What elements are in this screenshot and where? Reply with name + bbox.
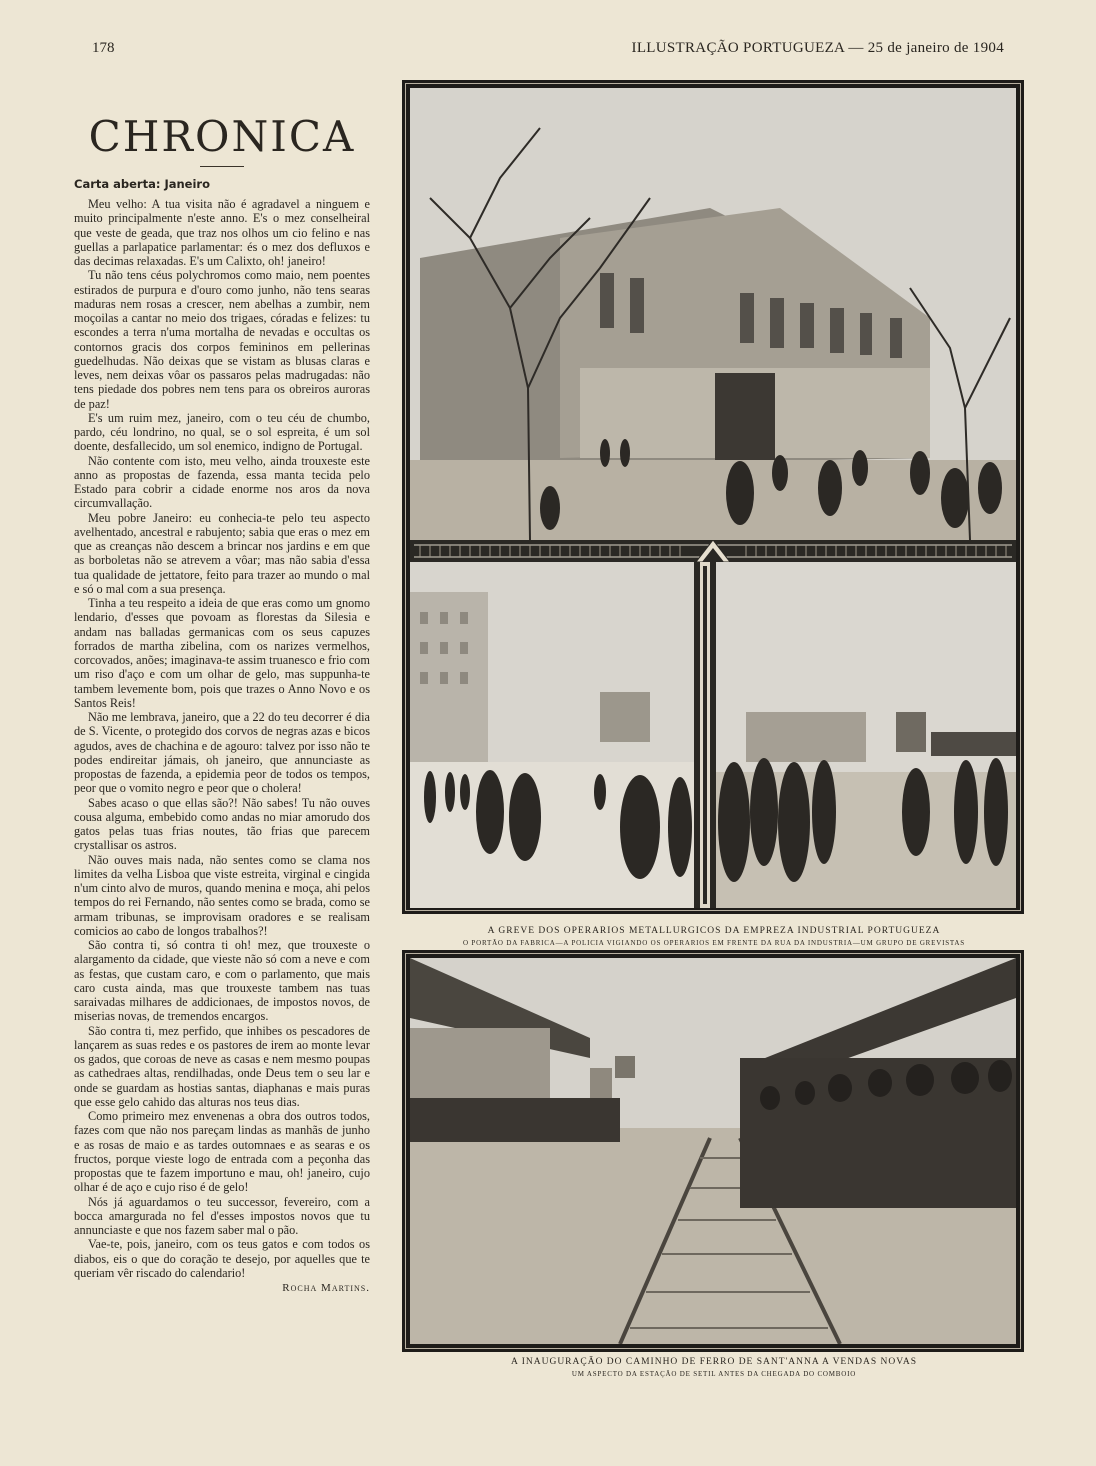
paragraph: Não contente com isto, meu velho, ainda trouxeste este anno as propostas de fazenda, essa manta tecida pelo Estado para cobrir a cidade enorme nos aros da nova circumvallação. bbox=[74, 453, 370, 511]
running-head: ILLUSTRAÇÃO PORTUGUEZA — 25 de janeiro de 1904 bbox=[631, 40, 1004, 56]
divider-pillar bbox=[694, 562, 716, 908]
author-signature: Rocha Martins. bbox=[282, 1282, 370, 1294]
paragraph: Não ouves mais nada, não sentes como se clama nos limites da velha Lisboa que viste estreita, virginal e cingida n'um cinto alvo de muros, quando menina e moça, ahi pelos tempos do rei Fernando, não sentes como se brada, como se armam tribunas, se improvisam oradores e se realisam comicios ao cabo de longos trabalhos?! bbox=[74, 852, 370, 938]
article-column bbox=[74, 100, 370, 1294]
article-subtitle: Carta aberta: Janeiro bbox=[74, 177, 210, 191]
paragraph: Sabes acaso o que ellas são?! Não sabes! Tu não ouves cousa alguma, embebido como andas no miar amorudo dos gatos pelas tuas frias noutes, tão frias que parecem crystallisar os astros. bbox=[74, 795, 370, 853]
paragraph: Vae-te, pois, janeiro, com os teus gatos e com todos os diabos, eis o que do coração te desejo, por aquelles que te queriam vêr riscado do calendario! bbox=[74, 1237, 370, 1280]
paragraph: Como primeiro mez envenenas a obra dos outros todos, fazes com que não nos pareçam lindas as manhãs de junho e as rosas de maio e as tardes outomnaes e as searas e os fructos, porque vieste logo de entrada com a peçonha das propostas que te fazem importuno e mau, oh! janeiro, cujo olhar é de aço e cujo riso é de gelo! bbox=[74, 1109, 370, 1195]
railway-station-photo bbox=[410, 958, 1016, 1344]
railway-caption: A INAUGURAÇÃO DO CAMINHO DE FERRO DE SANT'ANNA A VENDAS NOVAS bbox=[511, 1357, 917, 1367]
page-number: 178 bbox=[92, 40, 115, 56]
strike-caption: A GREVE DOS OPERARIOS METALLURGICOS DA EMPREZA INDUSTRIAL PORTUGUEZA bbox=[487, 926, 941, 936]
article-title: CHRONICA bbox=[88, 112, 356, 161]
article-body bbox=[74, 197, 370, 1280]
factory-gate-photo bbox=[410, 88, 1016, 540]
paragraph: São contra ti, só contra ti oh! mez, que trouxeste o alargamento da cidade, que vieste não só com a neve e com as festas, que custam caro, e com o parlamento, que mais caro custa ainda, mas que trouxeste tambem nas tuas saraivadas milhares de addicionaes, de impostos novos, de miserias novas, de tremendos encargos. bbox=[74, 938, 370, 1024]
railway-subcaption: UM ASPECTO DA ESTAÇÃO DE SETIL ANTES DA CHEGADA DO COMBOIO bbox=[571, 1370, 857, 1378]
ornament-band bbox=[410, 540, 1016, 562]
strikers-photo bbox=[716, 562, 1016, 908]
paragraph: Meu pobre Janeiro: eu conhecia-te pelo teu aspecto avelhentado, ancestral e rabujento; sabia que eras o mez em que as creanças não descem a brincar nos jardins e em que as borboletas não se atrevem a vôar; mas não sabia d'essa tua qualidade de jettatore, feito para trazer ao mundo o mal e só o mal com a sua presença. bbox=[74, 510, 370, 596]
paragraph: Tu não tens céus polychromos como maio, nem poentes estirados de purpura e d'ouro como junho, não tens searas maduras nem rosas a crescer, nem abelhas a zumbir, nem moçoilas a cantar no meio dos trigaes, córadas e felizes: tu escondes a terra n'uma mortalha de nevadas e occultas os contornos gracis dos corpos femininos em pellerinas guedelhudas. Não deixas que se vistam as blusas claras e leves, nem deixas vôar os passaros pelas madrugadas: não tens piedade dos pobres nem tens para os obreiros auroras de paz! bbox=[74, 268, 370, 411]
paragraph: Nós já aguardamos o teu successor, fevereiro, com a bocca amargurada no fel d'esses impostos novos que tu annunciaste e que nos fazem saber mal o pão. bbox=[74, 1194, 370, 1237]
paragraph: Não me lembrava, janeiro, que a 22 do teu decorrer é dia de S. Vicente, o protegido dos corvos de negras azas e bicos agudos, aves de chachina e de agouro: talvez por isso não te podes endireitar jámais, oh janeiro, que annunciaste as propostas de fazenda, a epidemia peor de todos os tempos, peor que o vomito negro e peor que o cholera! bbox=[74, 710, 370, 796]
paragraph: E's um ruim mez, janeiro, com o teu céu de chumbo, pardo, céu londrino, no qual, se o sol espreita, é um sol doente, desfallecido, um sol enemico, indigno de Portugal. bbox=[74, 410, 370, 454]
strike-subcaption: O PORTÃO DA FABRICA—A POLICIA VIGIANDO OS OPERARIOS EM FRENTE DA RUA DA INDUSTRIA—UM GRUPO DE GREVISTAS bbox=[463, 939, 965, 947]
paragraph: Tinha a teu respeito a ideia de que eras como um gnomo lendario, d'esses que povoam as florestas da Silesia e andam nas balladas germanicas com os seus capuzes forrados de martha zibelina, com os narizes vermelhos, corcovados, anões; imaginava-te assim truanesco e frio com um riso d'aço e com um olhar de gelo, mas suppunha-te tambem levemente bom, pois que trazes o Anno Novo e os Santos Reis! bbox=[74, 596, 370, 710]
title-rule bbox=[200, 166, 244, 167]
paragraph: São contra ti, mez perfido, que inhibes os pescadores de lançarem as suas redes e os pastores de irem ao monte levar os gados, que coroas de neve as casas e nem mesmo poupas as cathedraes altas, rendilhadas, onde Deus tem o seu lar e onde se guardam as hostias santas, diaphanas e mais puras que esse gelo cahido das alturas nos teus dias. bbox=[74, 1023, 370, 1109]
police-photo bbox=[410, 562, 694, 908]
paragraph: Meu velho: A tua visita não é agradavel a ninguem e muito principalmente n'este anno. E's o mez conselheiral que veste de geada, que traz nos olhos um cio felino e nas guellas a parlapatice parlamentar: és o mez dos defluxos e das decimas relaxadas. E's um Calixto, oh! janeiro! bbox=[74, 197, 370, 268]
